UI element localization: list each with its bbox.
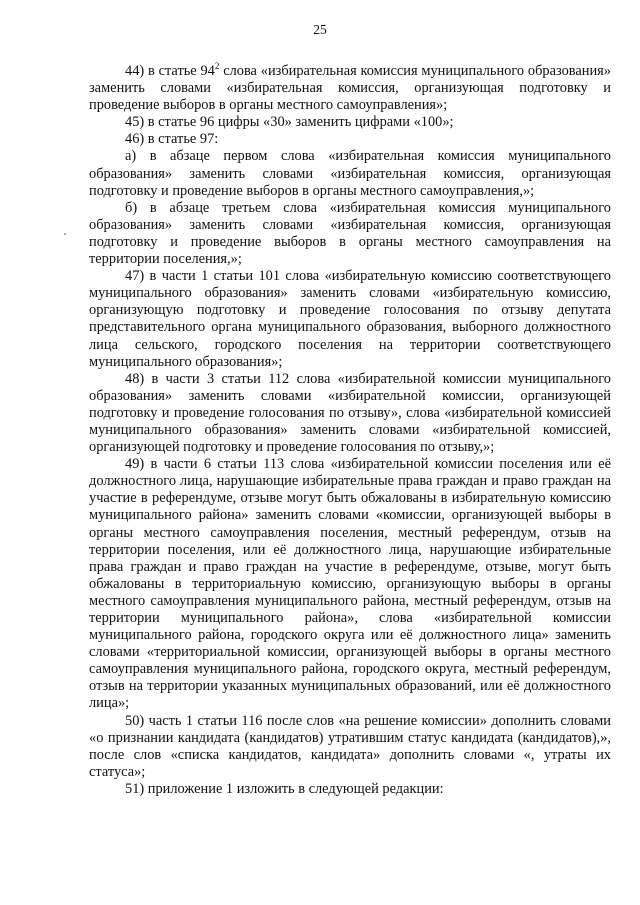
amendment-51: 51) приложение 1 изложить в следующей редакции: bbox=[125, 780, 444, 797]
amendment-50: 50) часть 1 статьи 116 после слов «на решение комиссии» дополнить словами «о признании кандидата (кандидатов) утратившим статус кандидата (кандидатов),», после слов «списка кандидатов, кандидата» дополнить словами «, утраты их статуса»; bbox=[89, 712, 611, 780]
amendment-46-a: а) в абзаце первом слова «избирательная комиссия муниципального образования» заменить словами «избирательная комиссия, организующая подготовку и проведение выборов в органы местного самоуправления,»; bbox=[89, 148, 611, 199]
amendment-49: 49) в части 6 статьи 113 слова «избирательной комиссии поселения или её должностного лица, нарушающие избирательные права граждан и право граждан на участие в референдуме, отзыве могут быть обжалованы в избирательную комиссию муниципального района» заменить словами «комиссии, организующей выборы в органы местного самоуправления поселения, местный референдум, отзыв на территории поселения, или её должностного лица, нарушающие избирательные права граждан и право граждан на участие в референдуме, отзыве, могут быть обжалованы в территориальную комиссию, организующую выборы в органы местного самоуправления муниципального района, местный референдум, отзыв на территории муниципального района», слова «избирательной комиссии муниципального района, городского округа или её должностного лица» заменить словами «территориальной комиссии, организующей выборы в органы местного самоуправления муниципального района, городского округа, местный референдум, отзыв на территории указанных муниципальных образований, или её должностного лица»; bbox=[89, 456, 611, 712]
amendment-46-b: б) в абзаце третьем слова «избирательная комиссия муниципального образования» заменить словами «избирательная комиссия, организующая подготовку и проведение выборов в органы местного самоуправления на территории поселения,»; bbox=[89, 199, 611, 268]
document-body bbox=[89, 63, 611, 798]
page-number: 25 bbox=[313, 22, 327, 37]
scan-speck bbox=[64, 233, 66, 235]
amendment-48: 48) в части 3 статьи 112 слова «избирательной комиссии муниципального образования» заменить словами «избирательной комиссии, организующей подготовку и проведение голосования по отзыву», слова «избирательной комиссией муниципального образования» заменить словами «избирательной комиссией, организующей подготовку и проведение голосования по отзыву,»; bbox=[89, 370, 611, 456]
amendment-45: 45) в статье 96 цифры «30» заменить цифрами «100»; bbox=[125, 114, 454, 131]
amendment-46: 46) в статье 97: bbox=[125, 131, 219, 148]
amendment-47: 47) в части 1 статьи 101 слова «избирательную комиссию соответствующего муниципального образования» заменить словами «избирательную комиссию, организующую подготовку и проведение голосования по отзыву депутата представительного органа муниципального образования, выборного должностного лица сельского, городского поселения на территории соответствующего муниципального образования»; bbox=[89, 268, 611, 370]
amendment-44: 44) в статье $94^2$ слова «избирательная комиссия муниципального образования» заменить словами «избирательная комиссия, организующая подготовку и проведение выборов в органы местного самоуправления»; bbox=[89, 61, 611, 114]
